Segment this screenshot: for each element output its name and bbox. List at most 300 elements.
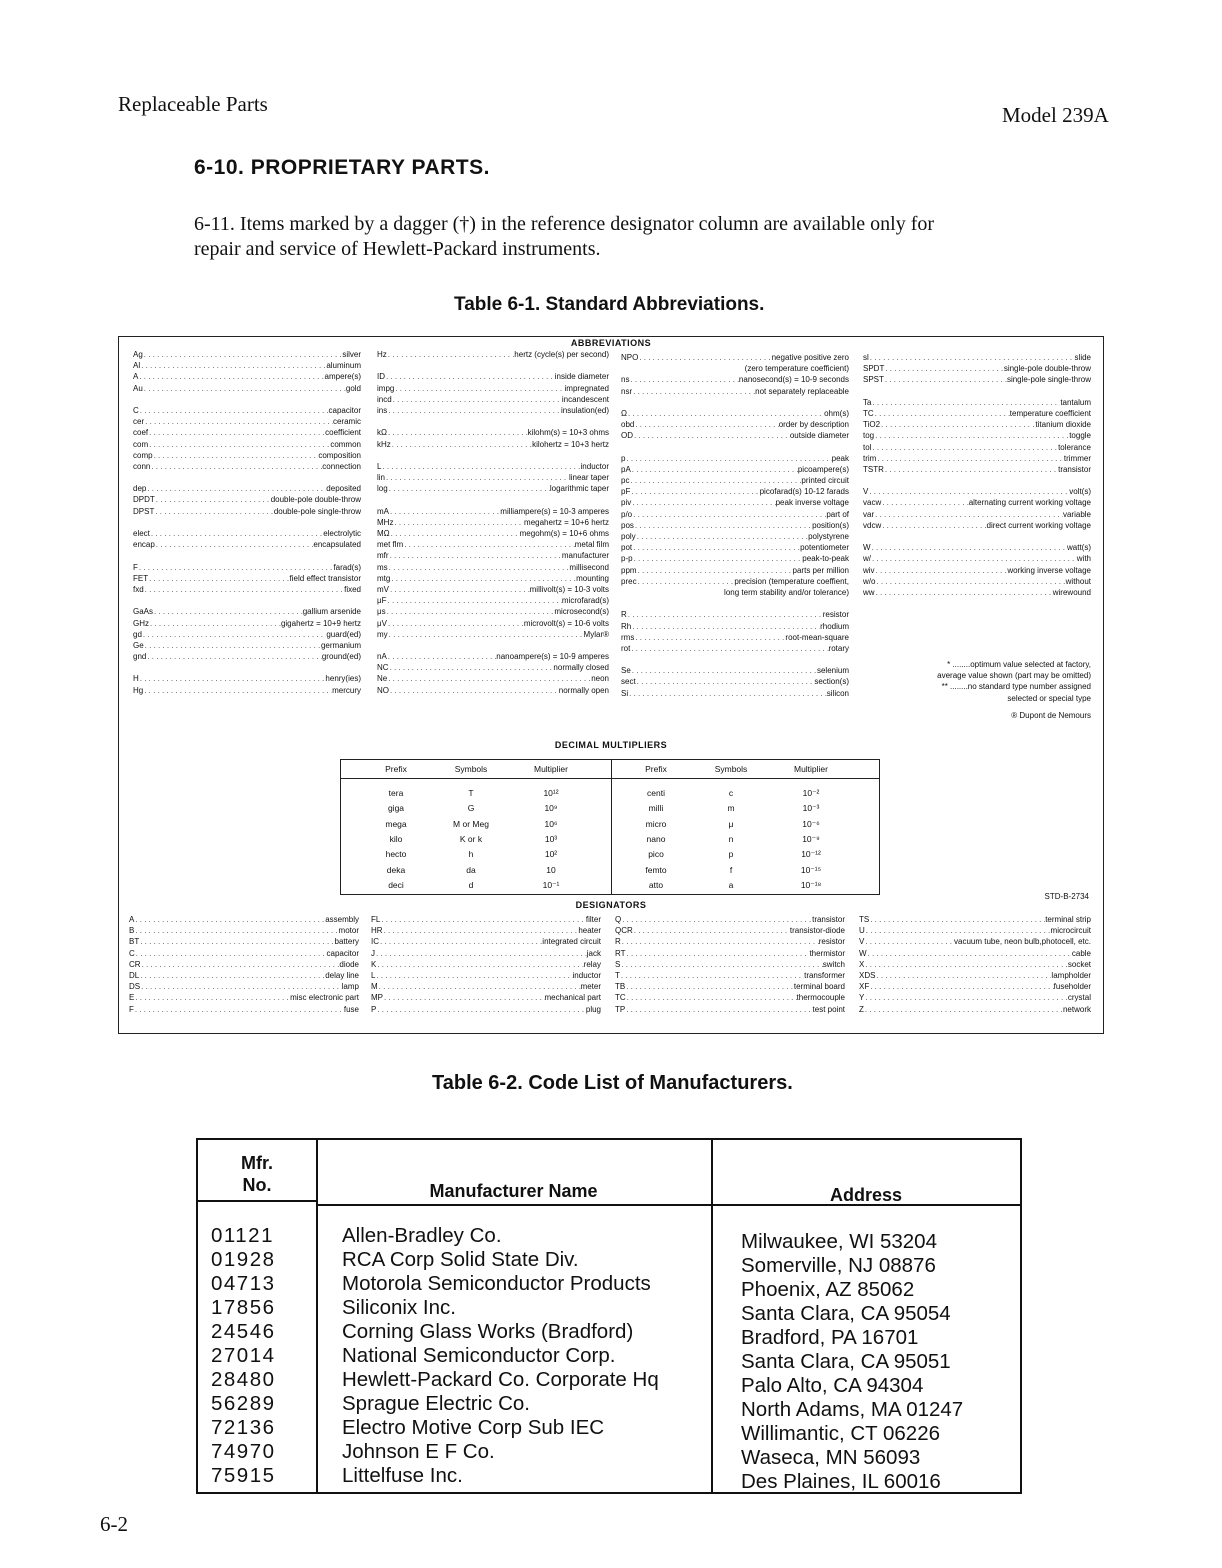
- entry-value: single-pole double-throw: [1003, 364, 1091, 374]
- entry-value: guard(ed): [326, 629, 361, 639]
- entry-key: Ge: [133, 640, 144, 650]
- entry-value: working inverse voltage: [1007, 565, 1091, 575]
- dot-leader: [148, 573, 289, 584]
- entry-key: poly: [621, 532, 636, 541]
- dot-leader: [625, 981, 794, 992]
- mfr-number-column: [211, 1224, 276, 1488]
- entry-value: single-pole single-throw: [1006, 375, 1091, 385]
- entry-value: gigahertz = 10+9 hertz: [280, 618, 361, 628]
- entry-value: ground(ed): [321, 652, 361, 662]
- abbrev-entry: [863, 497, 1091, 508]
- abbrev-entry: [377, 606, 609, 617]
- abbrev-entry: [863, 352, 1091, 363]
- entry-key: RT: [615, 948, 626, 958]
- entry-key: DPDT: [133, 495, 155, 505]
- multiplier-cell: milli: [648, 803, 664, 814]
- dot-leader: [389, 685, 559, 696]
- entry-key: pot: [621, 543, 633, 553]
- multiplier-cell: hecto: [385, 849, 407, 860]
- manufacturer-name-cell: RCA Corp Solid State Div.: [342, 1248, 579, 1271]
- mfr-number-cell: 28480: [211, 1368, 276, 1391]
- multipliers-divider: [611, 760, 612, 894]
- entry-value: silicon: [826, 688, 849, 698]
- dot-leader: [884, 363, 1003, 374]
- manufacturer-name-cell: Corning Glass Works (Bradford): [342, 1320, 634, 1343]
- abbrev-entry: [371, 936, 601, 947]
- abbrev-entry: [863, 453, 1091, 464]
- abbrev-entry: [377, 685, 609, 696]
- dot-leader: [871, 553, 1077, 564]
- entry-value: polystyrene: [808, 532, 849, 541]
- entry-value: misc electronic part: [290, 993, 359, 1003]
- mfr-number-cell: 27014: [211, 1344, 276, 1367]
- entry-key: C: [129, 948, 135, 958]
- abbrev-entry: [133, 685, 361, 696]
- abbrev-entry: [621, 386, 849, 397]
- abbrev-entry: [133, 618, 361, 629]
- abbrev-entry: [377, 349, 609, 360]
- abbrev-entry: [377, 595, 609, 606]
- abbrev-entry: [371, 948, 601, 959]
- entry-value: inductor: [580, 461, 609, 471]
- dot-leader: [633, 430, 790, 441]
- abbrev-entry: [863, 542, 1091, 553]
- entry-value: megahertz = 10+6 hertz: [524, 517, 609, 527]
- multiplier-cell: G: [467, 803, 475, 814]
- entry-value: peak-to-peak: [802, 554, 849, 564]
- entry-key: μV: [377, 618, 387, 628]
- multiplier-cell: c: [728, 788, 734, 798]
- entry-key: IC: [371, 937, 379, 947]
- dot-leader: [875, 576, 1065, 587]
- multiplier-cell: a: [728, 879, 734, 890]
- entry-value: insulation(ed): [560, 405, 609, 415]
- dot-leader: [875, 970, 1051, 981]
- abbrev-entry: [621, 621, 849, 632]
- entry-value: transistor: [1058, 464, 1091, 474]
- dot-leader: [378, 981, 581, 992]
- abbrev-entry: [377, 506, 609, 517]
- abbrev-entry: [129, 1004, 359, 1015]
- entry-value: Mylar®: [583, 629, 609, 639]
- entry-value: wirewound: [1052, 587, 1091, 597]
- entry-key: C: [133, 405, 139, 415]
- entry-key: S: [615, 959, 621, 969]
- multiplier-cell: m: [727, 803, 735, 814]
- address-cell: North Adams, MA 01247: [741, 1398, 964, 1421]
- dot-leader: [140, 360, 326, 371]
- entry-value: silver: [342, 350, 361, 359]
- entry-value: precision (temperature coeffient,: [734, 576, 849, 586]
- multiplier-cell: centi: [647, 788, 665, 798]
- entry-key: MP: [371, 993, 383, 1003]
- mfr-number-cell: 24546: [211, 1320, 276, 1343]
- entry-key: SPDT: [863, 364, 885, 374]
- entry-key: V: [863, 487, 869, 497]
- manufacturers-table: [196, 1138, 1022, 1494]
- entry-key: L: [371, 970, 376, 980]
- abbrev-entry: [377, 450, 609, 461]
- multiplier-cell: 10³: [544, 833, 558, 844]
- dot-leader: [865, 925, 1051, 936]
- entry-key: pF: [621, 487, 631, 497]
- note-line: * ........optimum value selected at factory,: [947, 660, 1091, 669]
- dot-leader: [636, 531, 808, 542]
- entry-value: test point: [812, 1004, 845, 1014]
- dot-leader: [138, 562, 334, 573]
- table2-title: Table 6-2. Code List of Manufacturers.: [432, 1072, 793, 1094]
- entry-value: switch: [822, 959, 845, 969]
- dot-leader: [631, 497, 775, 508]
- entry-key: coef: [133, 428, 149, 438]
- abbrev-entry: [133, 506, 361, 517]
- dot-leader: [637, 565, 793, 576]
- dot-leader: [869, 981, 1053, 992]
- entry-key: sl: [863, 353, 869, 362]
- entry-value: without: [1065, 576, 1091, 586]
- abbrev-entry: [377, 427, 609, 438]
- entry-value: parts per million: [792, 565, 849, 575]
- entry-key: fxd: [133, 584, 144, 594]
- multiplier-cell: tera: [388, 788, 404, 798]
- entry-key: conn: [133, 461, 151, 471]
- entry-value: capacitor: [328, 405, 361, 415]
- abbrev-entry: [859, 981, 1091, 992]
- mfr-number-cell: 17856: [211, 1296, 276, 1319]
- entry-value: millisecond: [569, 562, 609, 572]
- abbrev-entry: [133, 349, 361, 360]
- dot-leader: [880, 419, 1035, 430]
- dot-leader: [632, 509, 826, 520]
- dot-leader: [631, 464, 798, 475]
- entry-value: part of: [826, 509, 849, 519]
- multiplier-cell: deci: [388, 879, 404, 890]
- entry-key: piv: [621, 498, 632, 508]
- entry-value: peak inverse voltage: [775, 498, 849, 508]
- mfr-number-cell: 56289: [211, 1392, 276, 1415]
- dot-leader: [388, 562, 570, 573]
- entry-value: capacitor: [326, 948, 359, 958]
- header-manufacturer-name: Manufacturer Name: [429, 1181, 598, 1201]
- abbrev-entry: [129, 925, 359, 936]
- multiplier-cell: kilo: [389, 833, 403, 844]
- header-mfr-line: Mfr.: [240, 1153, 273, 1173]
- multiplier-cell: atto: [648, 879, 664, 890]
- header-rule: [198, 1200, 316, 1202]
- entry-value: normally open: [558, 685, 609, 695]
- dot-leader: [150, 528, 323, 539]
- dot-leader: [874, 509, 1063, 520]
- entry-value: germanium: [320, 640, 361, 650]
- abbrev-entry: [129, 981, 359, 992]
- entry-value: plug: [585, 1004, 601, 1014]
- entry-value: thermistor: [809, 948, 845, 958]
- manufacturer-name-cell: Sprague Electric Co.: [342, 1392, 531, 1415]
- dot-leader: [143, 349, 343, 360]
- entry-value: microsecond(s): [554, 607, 609, 617]
- entry-key: tog: [863, 431, 875, 441]
- entry-key: com: [133, 439, 149, 449]
- address-cell: Willimantic, CT 06226: [741, 1422, 940, 1445]
- entry-key: p: [621, 453, 626, 463]
- dot-leader: [385, 371, 555, 382]
- abbrev-entry: [133, 383, 361, 394]
- abbrev-entry: [621, 654, 849, 665]
- entry-value: network: [1062, 1004, 1091, 1014]
- entry-key: GaAs: [133, 607, 154, 617]
- entry-value: ohm(s): [824, 408, 849, 418]
- abbrev-entry: [129, 914, 359, 925]
- abbrev-entry: [377, 371, 609, 382]
- entry-value: transistor-diode: [789, 926, 845, 936]
- entry-key: ins: [377, 405, 388, 415]
- abbrev-entry: [621, 509, 849, 520]
- address-cell: Milwaukee, WI 53204: [741, 1230, 937, 1253]
- entry-key: var: [863, 509, 875, 519]
- dot-leader: [135, 948, 327, 959]
- dot-leader: [630, 486, 759, 497]
- dot-leader: [868, 486, 1069, 497]
- entry-value: composition: [318, 450, 361, 460]
- header-mfr-line: No.: [242, 1175, 272, 1195]
- entry-value: megohm(s) = 10+6 ohms: [519, 529, 609, 538]
- abbrev-entry: [621, 676, 849, 687]
- abbrev-entry: [133, 472, 361, 483]
- entry-value: alternating current working voltage: [968, 498, 1091, 508]
- entry-value: volt(s): [1069, 487, 1091, 497]
- dot-leader: [621, 936, 819, 947]
- abbrev-entry: [377, 360, 609, 371]
- entry-key: Ta: [863, 397, 872, 407]
- paragraph-line-2: repair and service of Hewlett-Packard instruments.: [194, 238, 601, 260]
- note-line: ® Dupont de Nemours: [1011, 710, 1091, 720]
- dot-leader: [864, 1004, 1063, 1015]
- abbrev-entry: [377, 472, 609, 483]
- entry-key: wiv: [863, 565, 875, 575]
- entry-key: μs: [377, 607, 386, 617]
- abbrev-entry: [377, 528, 609, 539]
- entry-key: TP: [615, 1004, 626, 1014]
- entry-key: TS: [859, 915, 870, 924]
- entry-key: M: [371, 982, 378, 992]
- entry-key: OD: [621, 431, 633, 441]
- entry-key: K: [371, 959, 377, 969]
- multiplier-cell: K or k: [459, 833, 483, 844]
- dot-leader: [376, 959, 583, 970]
- entry-key: NC: [377, 663, 389, 673]
- dot-leader: [633, 925, 790, 936]
- entry-value: rhodium: [820, 621, 849, 631]
- multiplier-cell: μ: [728, 818, 734, 829]
- entry-value: direct current working voltage: [986, 520, 1091, 530]
- entry-key: p-p: [621, 554, 633, 564]
- entry-key: Si: [621, 688, 629, 698]
- dot-leader: [394, 383, 564, 394]
- entry-key: W: [859, 948, 867, 958]
- entry-key: W: [863, 543, 871, 553]
- abbrev-entry: [863, 374, 1091, 385]
- abbrev-entry: [129, 970, 359, 981]
- entry-key: rms: [621, 632, 635, 642]
- entry-key: gd: [133, 629, 142, 639]
- abbrev-entry: [133, 562, 361, 573]
- header-address: Address: [829, 1185, 903, 1205]
- entry-key: R: [615, 937, 621, 947]
- entry-key: μF: [377, 596, 387, 606]
- abbrev-entry: [133, 394, 361, 405]
- entry-value: microvolt(s) = 10-6 volts: [523, 618, 609, 628]
- abbrev-entry: [621, 430, 849, 441]
- manufacturer-name-cell: Siliconix Inc.: [342, 1296, 456, 1319]
- entry-value: double-pole single-throw: [273, 506, 361, 516]
- dot-leader: [148, 427, 325, 438]
- entry-value: double-pole double-throw: [270, 495, 361, 505]
- entry-value: kilohm(s) = 10+3 ohms: [527, 428, 609, 438]
- dot-leader: [881, 497, 968, 508]
- entry-key: mtg: [377, 573, 391, 583]
- multiplier-cell: h: [468, 849, 474, 860]
- entry-key: ns: [621, 375, 630, 385]
- abbrev-entry: [133, 528, 361, 539]
- entry-key: B: [129, 926, 135, 936]
- dot-leader: [387, 595, 562, 606]
- entry-value: temperature coefficient: [1009, 408, 1091, 418]
- entry-value: henry(ies): [325, 674, 361, 684]
- dot-leader: [631, 665, 817, 676]
- dot-leader: [387, 427, 528, 438]
- entry-value: lampholder: [1051, 970, 1091, 980]
- abbrev-entry: [621, 565, 849, 576]
- abbrev-entry: [377, 584, 609, 595]
- abbrev-entry: [377, 618, 609, 629]
- abbrev-entry: [133, 416, 361, 427]
- entry-key: XF: [859, 982, 870, 992]
- dot-leader: [393, 517, 524, 528]
- dot-leader: [146, 651, 322, 662]
- dot-leader: [630, 643, 828, 654]
- multiplier-cell: T: [468, 788, 474, 798]
- multiplier-cell: pico: [648, 849, 664, 860]
- dot-leader: [141, 959, 340, 970]
- entry-key: p/o: [621, 509, 633, 519]
- dot-leader: [139, 936, 334, 947]
- entry-value: metal film: [574, 540, 609, 550]
- abbrev-entry: [371, 914, 601, 925]
- entry-value: motor: [338, 926, 359, 936]
- dot-leader: [864, 959, 1068, 970]
- abbrev-entry: [129, 948, 359, 959]
- entry-key: tol: [863, 442, 872, 452]
- dot-leader: [869, 914, 1045, 925]
- dot-leader: [144, 416, 333, 427]
- abbrev-column-4: [863, 352, 1091, 598]
- dot-leader: [874, 430, 1069, 441]
- abbrev-entry: [133, 573, 361, 584]
- entry-value: connection: [322, 461, 361, 471]
- dot-leader: [389, 584, 530, 595]
- entry-value: meter: [580, 982, 601, 992]
- entry-value: terminal strip: [1045, 915, 1091, 924]
- abbrev-entry: [621, 665, 849, 676]
- entry-key: R: [621, 610, 627, 620]
- abbrev-entry: [863, 464, 1091, 475]
- entry-value: peak: [831, 453, 849, 463]
- entry-key: F: [129, 1004, 134, 1014]
- dot-leader: [139, 405, 329, 416]
- entry-key: T: [615, 970, 620, 980]
- abbrev-entry: [621, 643, 849, 654]
- entry-key: Z: [859, 1004, 864, 1014]
- abbrev-entry: [133, 640, 361, 651]
- entry-value: printed circuit: [801, 476, 849, 486]
- entry-value: selenium: [816, 666, 849, 676]
- entry-value: neon: [591, 674, 609, 684]
- abbrev-entry: [863, 576, 1091, 587]
- abbrev-entry: [863, 419, 1091, 430]
- manufacturer-name-cell: Johnson E F Co.: [342, 1440, 495, 1463]
- dot-leader: [620, 970, 804, 981]
- dot-leader: [869, 352, 1075, 363]
- entry-value: thermocouple: [796, 993, 845, 1003]
- multiplier-cell: da: [466, 864, 476, 875]
- entry-key: ID: [377, 372, 385, 382]
- dot-leader: [387, 673, 591, 684]
- dot-leader: [387, 405, 561, 416]
- dot-leader: [134, 1004, 344, 1015]
- abbrev-entry: [863, 509, 1091, 520]
- page-number: 6-2: [100, 1512, 128, 1536]
- dot-leader: [142, 629, 326, 640]
- dot-leader: [139, 970, 325, 981]
- entry-key: gnd: [133, 652, 147, 662]
- dot-leader: [636, 676, 815, 687]
- entry-key: Se: [621, 666, 631, 676]
- dot-leader: [626, 992, 797, 1003]
- entry-value: outside diameter: [789, 431, 849, 441]
- entry-value: inside diameter: [554, 372, 609, 382]
- desig-column-1: [129, 914, 359, 1015]
- designators-caption: DESIGNATORS: [575, 900, 647, 910]
- dot-leader: [631, 621, 820, 632]
- entry-value: nanoampere(s) = 10-9 amperes: [496, 652, 609, 662]
- dot-leader: [391, 439, 532, 450]
- dot-leader: [875, 565, 1008, 576]
- dot-leader: [155, 539, 314, 550]
- abbrev-entry: [133, 483, 361, 494]
- abbrev-entry: [377, 550, 609, 561]
- manufacturer-name-column: [342, 1224, 659, 1488]
- abbrev-entry: [615, 959, 845, 970]
- entry-key: log: [377, 484, 388, 494]
- entry-key: TSTR: [863, 464, 884, 474]
- mult-header: Symbols: [454, 764, 488, 774]
- entry-key: sect: [621, 677, 636, 687]
- entry-value: milliampere(s) = 10-3 amperes: [500, 506, 609, 516]
- entry-key: mV: [377, 584, 389, 594]
- abbrev-entry: [615, 948, 845, 959]
- manufacturer-name-cell: Electro Motive Corp Sub IEC: [342, 1416, 605, 1439]
- abbrev-entry: [621, 374, 849, 385]
- dot-leader: [153, 606, 303, 617]
- entry-value: aluminum: [326, 361, 361, 371]
- abbrev-entry: [863, 363, 1091, 374]
- entry-key: w/o: [863, 576, 876, 586]
- abbrev-entry: [863, 486, 1091, 497]
- entry-value: deposited: [326, 484, 361, 494]
- entry-key: prec: [621, 576, 637, 586]
- entry-key: vdcw: [863, 520, 882, 530]
- abbrev-entry: [863, 553, 1091, 564]
